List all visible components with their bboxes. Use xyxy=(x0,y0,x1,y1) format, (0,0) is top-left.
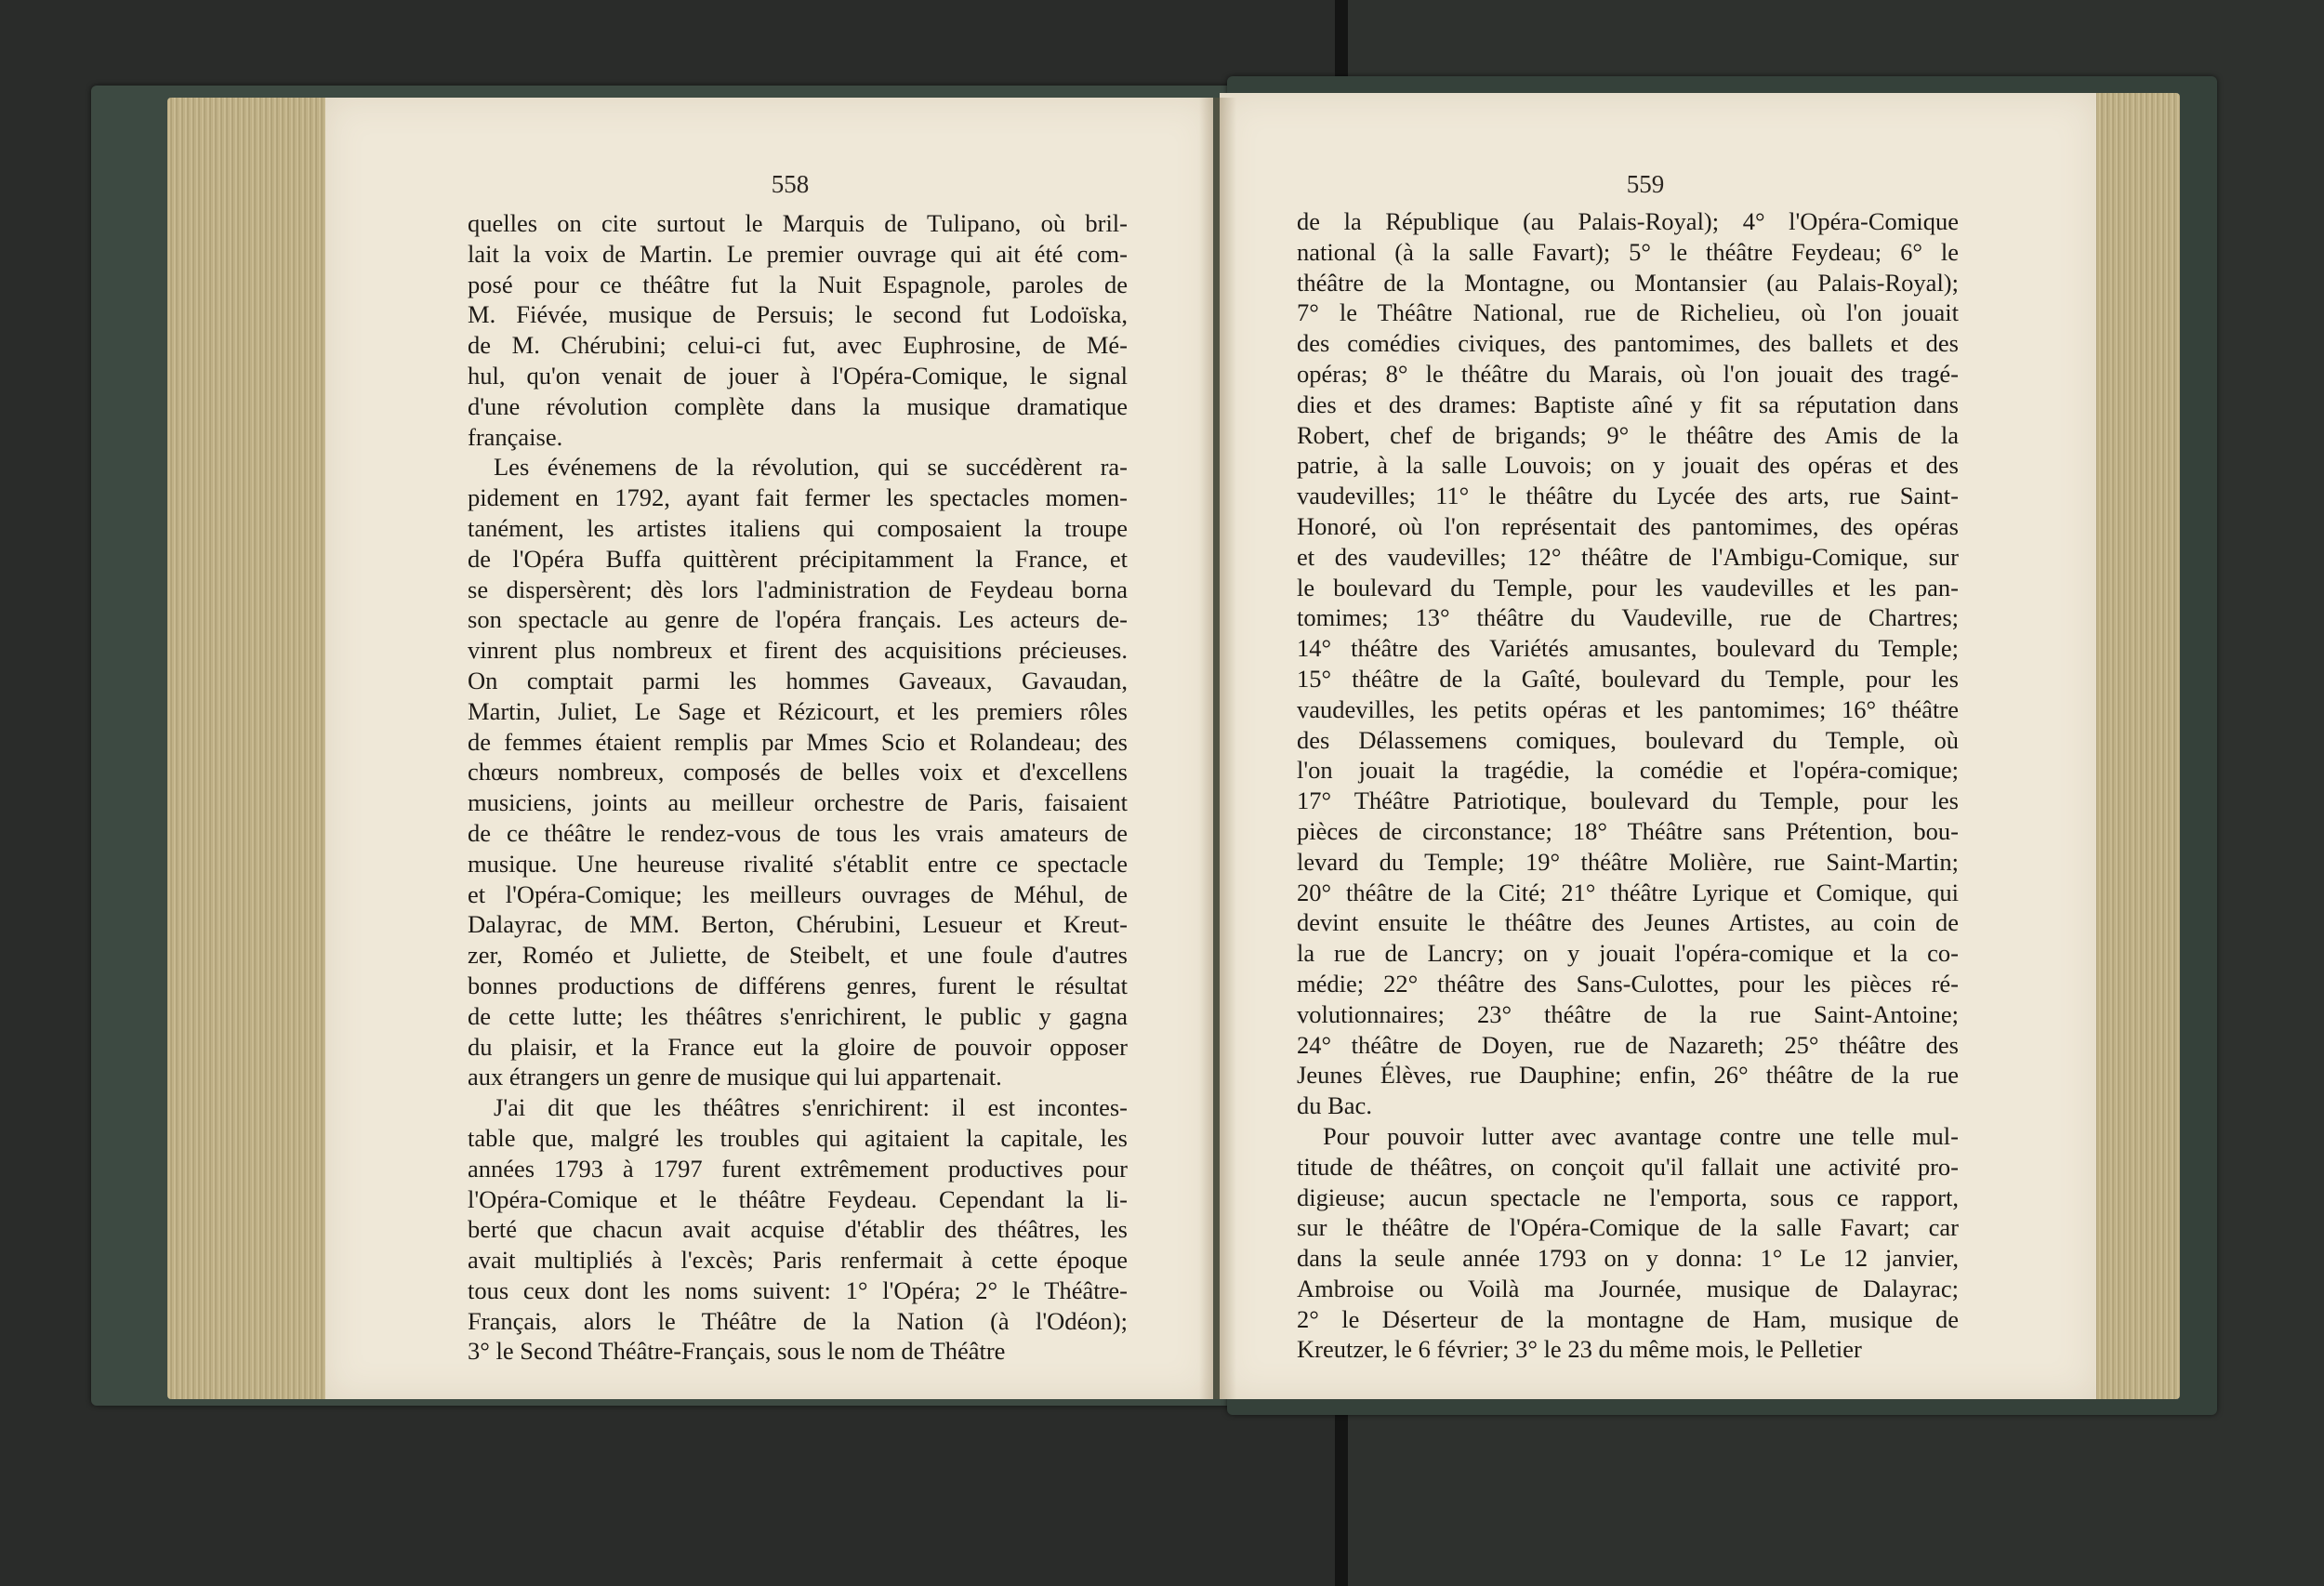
text-line: Kreutzer, le 6 février; 3° le 23 du même mois, le Pelletier xyxy=(1297,1335,1862,1364)
text-line: bonnes productions de différens genres, furent le résultat xyxy=(468,971,1128,999)
text-line: sur le théâtre de l'Opéra-Comique de la salle Favart; car xyxy=(1297,1213,1959,1242)
text-line: de M. Chérubini; celui-ci fut, avec Euphrosine, de Mé- xyxy=(468,331,1128,360)
text-line: musique. Une heureuse rivalité s'établit entre ce spectacle xyxy=(468,849,1128,878)
text-line: d'une révolution complète dans la musique dramatique xyxy=(468,391,1128,420)
text-line: chœurs nombreux, composés de belles voix et d'excellens xyxy=(468,758,1128,786)
page-edges-right xyxy=(2087,93,2180,1399)
text-line: Pour pouvoir lutter avec avantage contre une telle mul- xyxy=(1323,1121,1959,1150)
text-line: et l'Opéra-Comique; les meilleurs ouvrages de Méhul, de xyxy=(468,879,1128,908)
text-line: musiciens, joints au meilleur orchestre de Paris, faisaient xyxy=(468,788,1128,817)
text-line: Les événemens de la révolution, qui se succédèrent ra- xyxy=(494,453,1128,482)
text-line: se dispersèrent; dès lors l'administration de Feydeau borna xyxy=(468,575,1128,603)
text-line: française. xyxy=(468,422,563,451)
text-line: Français, alors le Théâtre de la Nation (à l'Odéon); xyxy=(468,1306,1128,1335)
text-line: tous ceux dont les noms suivent: 1° l'Opéra; 2° le Théâtre- xyxy=(468,1275,1128,1304)
text-line: 7° le Théâtre National, rue de Richelieu, où l'on jouait xyxy=(1297,298,1959,327)
text-line: 2° le Déserteur de la montagne de Ham, musique de xyxy=(1297,1304,1959,1333)
text-line: 17° Théâtre Patriotique, boulevard du Temple, pour les xyxy=(1297,786,1959,815)
text-line: et des vaudevilles; 12° théâtre de l'Ambigu-Comique, sur xyxy=(1297,542,1959,571)
text-line: levard du Temple; 19° théâtre Molière, rue Saint-Martin; xyxy=(1297,847,1959,876)
text-line: des comédies civiques, des pantomimes, des ballets et des xyxy=(1297,329,1959,358)
text-line: 15° théâtre de la Gaîté, boulevard du Temple, pour les xyxy=(1297,664,1959,693)
text-line: hul, qu'on venait de jouer à l'Opéra-Comique, le signal xyxy=(468,361,1128,390)
text-line: vaudevilles; 11° le théâtre du Lycée des arts, rue Saint- xyxy=(1297,482,1959,510)
text-line: la rue de Lancry; on y jouait l'opéra-comique et la co- xyxy=(1297,939,1959,968)
text-line: Dalayrac, de MM. Berton, Chérubini, Lesueur et Kreut- xyxy=(468,910,1128,939)
text-line: 24° théâtre de Doyen, rue de Nazareth; 25° théâtre des xyxy=(1297,1030,1959,1059)
text-line: opéras; 8° le théâtre du Marais, où l'on jouait des tragé- xyxy=(1297,359,1959,388)
text-line: dies et des drames: Baptiste aîné y fit sa réputation dans xyxy=(1297,390,1959,418)
text-line: lait la voix de Martin. Le premier ouvrage qui ait été com- xyxy=(468,239,1128,268)
text-line: patrie, à la salle Louvois; on y jouait des opéras et des xyxy=(1297,451,1959,480)
left-page-text xyxy=(468,208,1128,1367)
text-line: pidement en 1792, ayant fait fermer les spectacles momen- xyxy=(468,483,1128,512)
text-line: M. Fiévée, musique de Persuis; le second fut Lodoïska, xyxy=(468,300,1128,329)
text-line: Ambroise ou Voilà ma Journée, musique de Dalayrac; xyxy=(1297,1274,1959,1302)
text-line: de cette lutte; les théâtres s'enrichirent, le public y gagna xyxy=(468,1001,1128,1030)
text-line: digieuse; aucun spectacle ne l'emporta, sous ce rapport, xyxy=(1297,1183,1959,1211)
text-line: tanément, les artistes italiens qui composaient la troupe xyxy=(468,513,1128,542)
text-line: médie; 22° théâtre des Sans-Culottes, pour les pièces ré- xyxy=(1297,969,1959,998)
right-page-number: 559 xyxy=(1626,170,1665,198)
text-line: 20° théâtre de la Cité; 21° théâtre Lyrique et Comique, qui xyxy=(1297,878,1959,906)
text-line: années 1793 à 1797 furent extrêmement productives pour xyxy=(468,1154,1128,1183)
text-line: l'Opéra-Comique et le théâtre Feydeau. Cependant la li- xyxy=(468,1184,1128,1213)
text-line: Robert, chef de brigands; 9° le théâtre des Amis de la xyxy=(1297,420,1959,449)
text-line: vaudevilles, les petits opéras et les pantomimes; 16° théâtre xyxy=(1297,694,1959,723)
text-line: Honoré, où l'on représentait des pantomimes, des opéras xyxy=(1297,511,1959,540)
text-line: vinrent plus nombreux et firent des acquisitions précieuses. xyxy=(468,636,1128,665)
right-page-text xyxy=(1297,206,1959,1365)
text-line: titude de théâtres, on conçoit qu'il fallait une activité pro- xyxy=(1297,1152,1959,1181)
left-page-number: 558 xyxy=(771,170,810,198)
text-line: table que, malgré les troubles qui agitaient la capitale, les xyxy=(468,1123,1128,1152)
text-line: le boulevard du Temple, pour les vaudevilles et les pan- xyxy=(1297,573,1959,601)
text-line: avait multipliés à l'excès; Paris renfermait à cette époque xyxy=(468,1246,1128,1275)
text-line: zer, Roméo et Juliette, de Steibelt, et une foule d'autres xyxy=(468,941,1128,970)
text-line: de la République (au Palais-Royal); 4° l'Opéra-Comique xyxy=(1297,207,1959,235)
text-line: de femmes étaient remplis par Mmes Scio et Rolandeau; des xyxy=(468,727,1128,756)
text-line: l'on jouait la tragédie, la comédie et l'opéra-comique; xyxy=(1297,756,1959,785)
text-line: de ce théâtre le rendez-vous de tous les vrais amateurs de xyxy=(468,818,1128,847)
text-line: son spectacle au genre de l'opéra français. Les acteurs de- xyxy=(468,605,1128,634)
text-line: Jeunes Élèves, rue Dauphine; enfin, 26° théâtre de la rue xyxy=(1297,1061,1959,1090)
text-line: 3° le Second Théâtre-Français, sous le nom de Théâtre xyxy=(468,1337,1006,1366)
text-line: théâtre de la Montagne, ou Montansier (au Palais-Royal); xyxy=(1297,268,1959,297)
text-line: aux étrangers un genre de musique qui lui appartenait. xyxy=(468,1063,1002,1091)
text-line: national (à la salle Favart); 5° le théâtre Feydeau; 6° le xyxy=(1297,237,1959,266)
text-line: quelles on cite surtout le Marquis de Tulipano, où bril- xyxy=(468,209,1128,237)
text-line: pièces de circonstance; 18° Théâtre sans Prétention, bou- xyxy=(1297,816,1959,845)
text-line: 14° théâtre des Variétés amusantes, boulevard du Temple; xyxy=(1297,634,1959,663)
text-line: posé pour ce théâtre fut la Nuit Espagnole, paroles de xyxy=(468,270,1128,298)
text-line: des Délassemens comiques, boulevard du Temple, où xyxy=(1297,725,1959,754)
text-line: du plaisir, et la France eut la gloire de pouvoir opposer xyxy=(468,1032,1128,1061)
page-edges-left xyxy=(167,98,325,1399)
text-line: J'ai dit que les théâtres s'enrichirent: il est incontes- xyxy=(494,1093,1128,1122)
text-line: devint ensuite le théâtre des Jeunes Artistes, au coin de xyxy=(1297,908,1959,937)
text-line: Martin, Juliet, Le Sage et Rézicourt, et les premiers rôles xyxy=(468,696,1128,725)
text-line: On comptait parmi les hommes Gaveaux, Gavaudan, xyxy=(468,666,1128,694)
book-gutter xyxy=(1199,98,1236,1399)
text-line: volutionnaires; 23° théâtre de la rue Saint-Antoine; xyxy=(1297,999,1959,1028)
text-line: berté que chacun avait acquise d'établir des théâtres, les xyxy=(468,1215,1128,1244)
text-line: tomimes; 13° théâtre du Vaudeville, rue de Chartres; xyxy=(1297,603,1959,632)
text-line: de l'Opéra Buffa quittèrent précipitamment la France, et xyxy=(468,544,1128,573)
text-line: dans la seule année 1793 on y donna: 1° Le 12 janvier, xyxy=(1297,1244,1959,1273)
text-line: du Bac. xyxy=(1297,1091,1372,1120)
